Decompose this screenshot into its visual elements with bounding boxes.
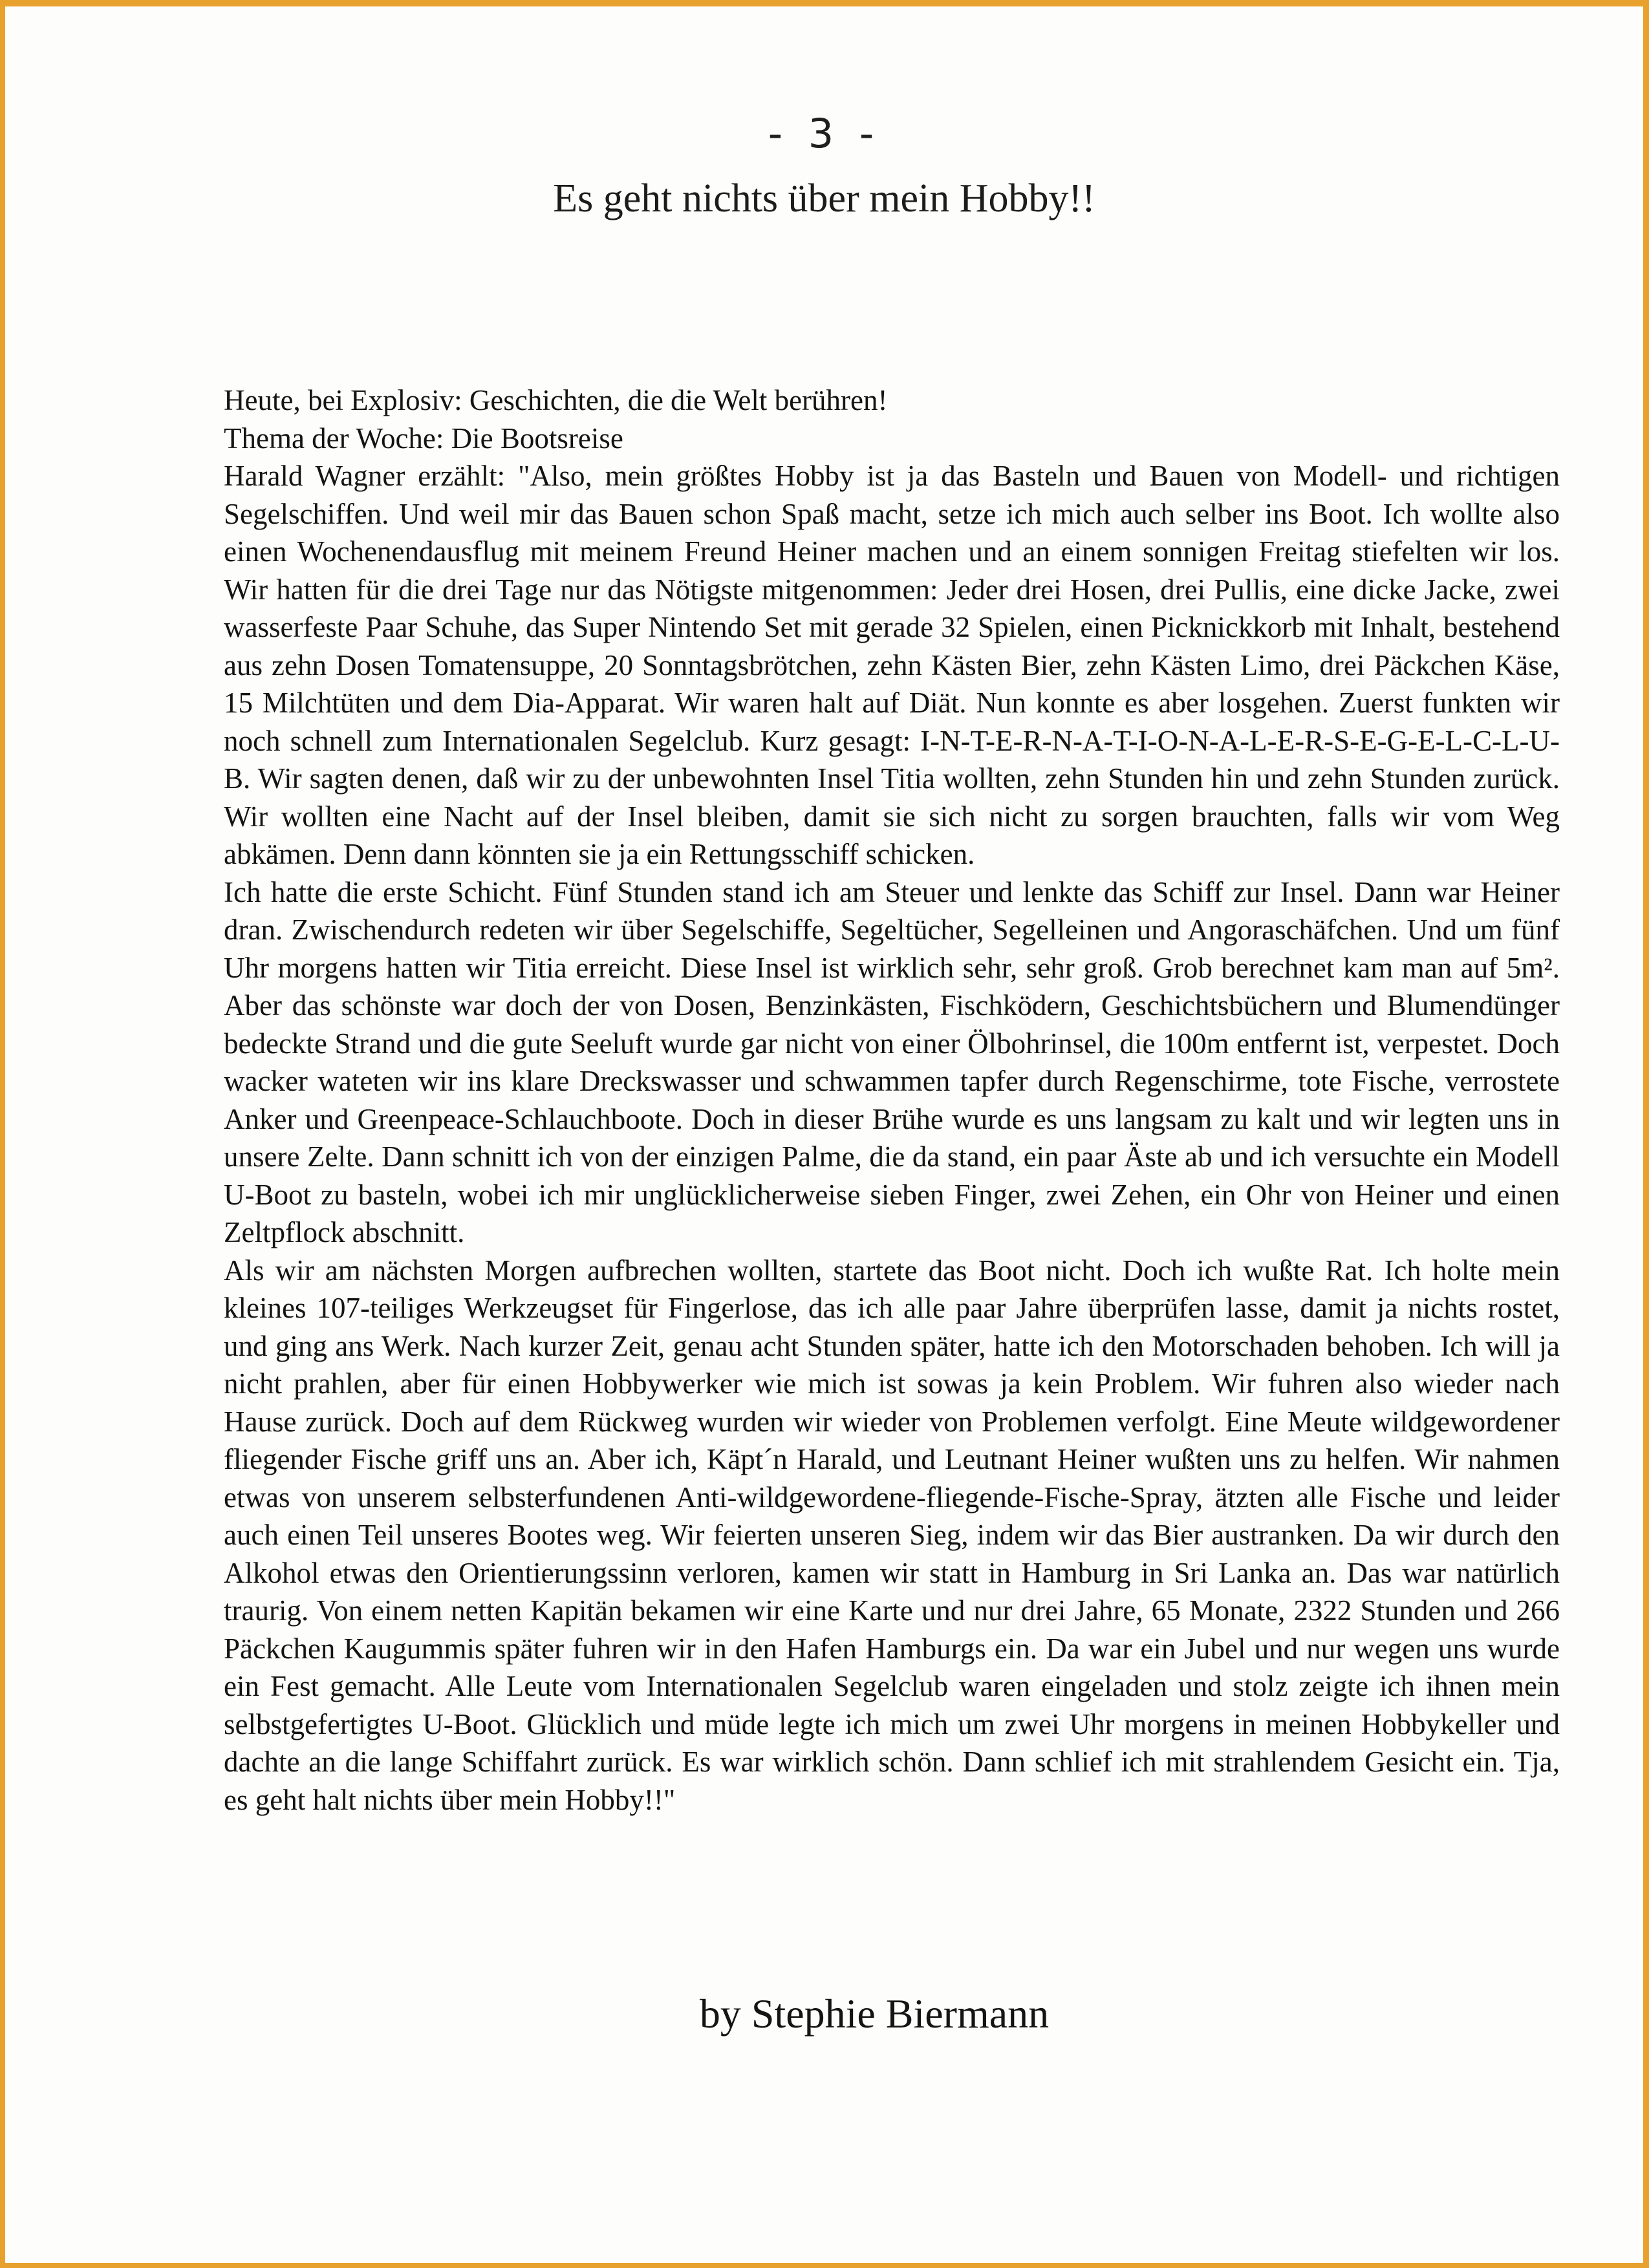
page-title: Es geht nichts über mein Hobby!! [553,177,1095,220]
page-number: - 3 - [768,110,881,157]
topic-line: Thema der Woche: Die Bootsreise [224,422,623,455]
story-paragraph: Als wir am nächsten Morgen aufbrechen wollten, startete das Boot nicht. Doch ich wußte Rat. Ich holte mein kleines 107-teiliges Werkzeugset für Fingerlose, das ich alle paar Jahre überprüfen lasse, damit ja nichts rostet, und ging ans Werk. Nach kurzer Zeit, genau acht Stunden später, hatte ich den Motorschaden behoben. Ich will ja nicht prahlen, aber für einen Hobbywerker wie mich ist sowas ja kein Problem. Wir fuhren also wieder nach Hause zurück. Doch auf dem Rückweg wurden wir wieder von Problemen verfolgt. Eine Meute wildgewordener fliegender Fische griff uns an. Aber ich, Käpt´n Harald, und Leutnant Heiner wußten uns zu helfen. Wir nahmen etwas von unserem selbsterfundenen Anti-wildgewordene-fliegende-Fische-Spray, ätzten alle Fische und leider auch einen Teil unseres Bootes weg. Wir feierten unseren Sieg, indem wir das Bier austranken. Da wir durch den Alkohol etwas den Orientierungssinn verloren, kamen wir statt in Hamburg in Sri Lanka an. Das war natürlich traurig. Von einem netten Kapitän bekamen wir eine Karte und nur drei Jahre, 65 Monate, 2322 Stunden und 266 Päckchen Kaugummis später fuhren wir in den Hafen Hamburgs ein. Da war ein Jubel und nur wegen uns wurde ein Fest gemacht. Alle Leute vom Internationalen Segelclub waren eingeladen und stolz zeigte ich ihnen mein selbstgefertigtes U-Boot. Glücklich und müde legte ich mich um zwei Uhr morgens in meinen Hobbykeller und dachte an die lange Schiffahrt zurück. Es war wirklich schön. Dann schlief ich mit strahlendem Gesicht ein. Tja, es geht halt nichts über mein Hobby!!" [224,1254,1560,1816]
story-paragraph: Harald Wagner erzählt: "Also, mein größtes Hobby ist ja das Basteln und Bauen von Modell- und richtigen Segelschiffen. Und weil mir das Bauen schon Spaß macht, setze ich mich auch selber ins Boot. Ich wollte also einen Wochenendausflug mit meinem Freund Heiner machen und an einem sonnigen Freitag stiefelten wir los. Wir hatten für die drei Tage nur das Nötigste mitgenommen: Jeder drei Hosen, drei Pullis, eine dicke Jacke, zwei wasserfeste Paar Schuhe, das Super Nintendo Set mit gerade 32 Spielen, einen Picknickkorb mit Inhalt, bestehend aus zehn Dosen Tomatensuppe, 20 Sonntagsbrötchen, zehn Kästen Bier, zehn Kästen Limo, drei Päckchen Käse, 15 Milchtüten und dem Dia-Apparat. Wir waren halt auf Diät. Nun konnte es aber losgehen. Zuerst funkten wir noch schnell zum Internationalen Segelclub. Kurz gesagt: I-N-T-E-R-N-A-T-I-O-N-A-L-E-R-S-E-G-E-L-C-L-U-B. Wir sagten denen, daß wir zu der unbewohnten Insel Titia wollten, zehn Stunden hin und zehn Stunden zurück. Wir wollten eine Nacht auf der Insel bleiben, damit sie sich nicht zu sorgen brauchten, falls wir vom Weg abkämen. Denn dann könnten sie ja ein Rettungsschiff schicken. [224,460,1560,870]
author-byline: by Stephie Biermann [699,1991,1050,2037]
story-paragraph: Ich hatte die erste Schicht. Fünf Stunden stand ich am Steuer und lenkte das Schiff zur Insel. Dann war Heiner dran. Zwischendurch redeten wir über Segelschiffe, Segeltücher, Segelleinen und Angoraschäfchen. Und um fünf Uhr morgens hatten wir Titia erreicht. Diese Insel ist wirklich sehr, sehr groß. Grob berechnet kam man auf 5m². Aber das schönste war doch der von Dosen, Benzinkästen, Fischködern, Geschichtsbüchern und Blumendünger bedeckte Strand und die gute Seeluft wurde gar nicht von einer Ölbohrinsel, die 100m entfernt ist, verpestet. Doch wacker wateten wir ins klare Dreckswasser und schwammen tapfer durch Regenschirme, tote Fische, verrostete Anker und Greenpeace-Schlauchboote. Doch in dieser Brühe wurde es uns langsam zu kalt und wir legten uns in unsere Zelte. Dann schnitt ich von der einzigen Palme, die da stand, ein paar Äste ab und ich versuchte ein Modell U-Boot zu basteln, wobei ich mir unglücklicherweise sieben Finger, zwei Zehen, ein Ohr von Heiner und einen Zeltpflock abschnitt. [224,875,1560,1248]
story-body [224,381,1560,1819]
intro-line: Heute, bei Explosiv: Geschichten, die die Welt berühren! [224,384,888,416]
